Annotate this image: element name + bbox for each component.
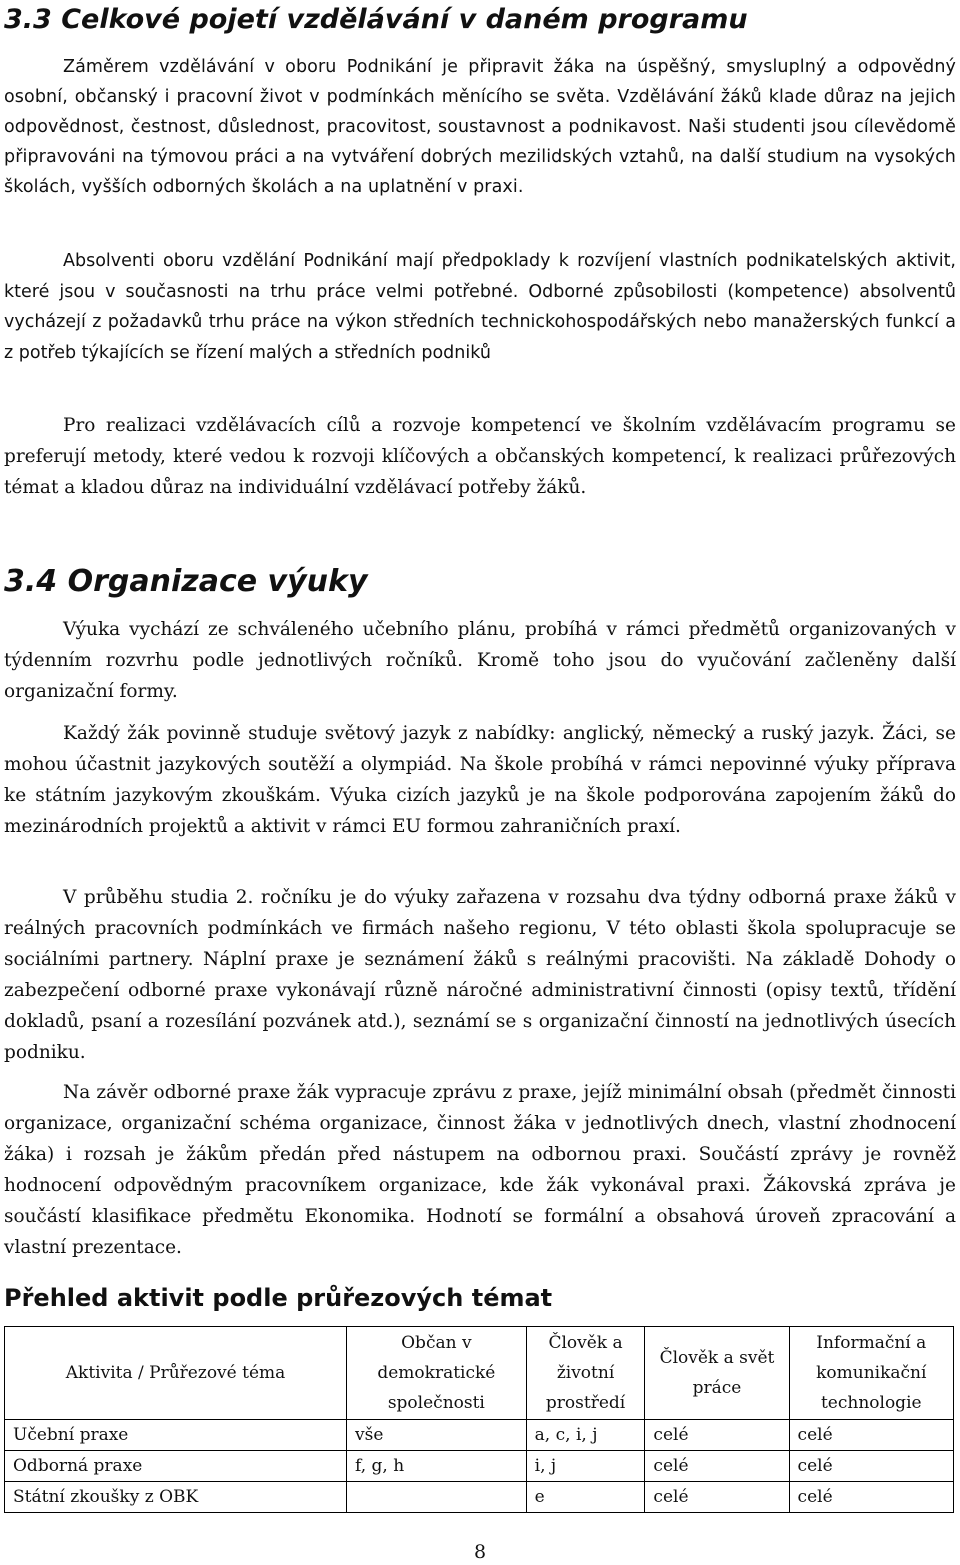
table-cell: Státní zkoušky z OBK bbox=[5, 1482, 347, 1513]
table-header-row bbox=[5, 1327, 954, 1420]
table-cell: Učební praxe bbox=[5, 1420, 347, 1451]
table-cell: e bbox=[526, 1482, 645, 1513]
table-header-cell: Aktivita / Průřezové téma bbox=[5, 1327, 347, 1420]
paragraph-languages: Každý žák povinně studuje světový jazyk z nabídky: anglický, německý a ruský jazyk. Žáci, se mohou účastnit jazykových soutěží a olympiád. Na škole probíhá v rámci nepovinné výuky příprava ke státním jazykovým zkouškám. Výuka cizích jazyků je na škole podporována zapojením žáků do mezinárodních projektů a aktivit v rámci EU formou zahraničních praxí. bbox=[4, 723, 956, 837]
table-row bbox=[5, 1420, 954, 1451]
table-cell: a, c, i, j bbox=[526, 1420, 645, 1451]
table-cell: celé bbox=[789, 1420, 953, 1451]
table-header-cell: Člověk a životní prostředí bbox=[526, 1327, 645, 1420]
section-heading-3-3: 3.3 Celkové pojetí vzdělávání v daném programu bbox=[4, 4, 748, 35]
page-number: 8 bbox=[473, 1541, 487, 1563]
paragraph-practice: V průběhu studia 2. ročníku je do výuky zařazena v rozsahu dva týdny odborná praxe žáků v reálných pracovních podmínkách ve firmách našeho regionu, V této oblasti škola spolupracuje se sociálními partnery. Náplní praxe je seznámení žáků s reálnými pracovišti. Na základě Dohody o zabezpečení odborné praxe vykonávají různě náročné administrativní činnosti (opisy textů, třídění dokladů, psaní a rozesílání pozvánek atd.), seznámí se s organizační činností na jednotlivých úsecích podniku. bbox=[4, 887, 956, 1063]
table-row bbox=[5, 1451, 954, 1482]
overview-heading: Přehled aktivit podle průřezových témat bbox=[4, 1284, 553, 1312]
table-cell bbox=[347, 1482, 527, 1513]
paragraph-methods: Pro realizaci vzdělávacích cílů a rozvoje kompetencí ve školním vzdělávacím programu se preferují metody, které vedou k rozvoji klíčových a občanských kompetencí, k realizaci průřezových témat a kladou důraz na individuální vzdělávací potřeby žáků. bbox=[4, 415, 956, 498]
table-cell: celé bbox=[645, 1482, 789, 1513]
section-heading-3-4: 3.4 Organizace výuky bbox=[4, 564, 368, 599]
table-header-cell: Občan v demokratické společnosti bbox=[347, 1327, 527, 1420]
table-cell: i, j bbox=[526, 1451, 645, 1482]
table-header-cell: Informační a komunikační technologie bbox=[789, 1327, 953, 1420]
table-header-cell: Člověk a svět práce bbox=[645, 1327, 789, 1420]
table-cell: Odborná praxe bbox=[5, 1451, 347, 1482]
table-cell: celé bbox=[645, 1420, 789, 1451]
paragraph-graduates: Absolventi oboru vzdělání Podnikání mají předpoklady k rozvíjení vlastních podnikatelských aktivit, které jsou v současnosti na trhu práce velmi potřebné. Odborné způsobilosti (kompetence) absolventů vycházejí z požadavků trhu práce na výkon středních technickohospodářských nebo manažerských funkcí a z potřeb týkajících se řízení malých a středních podniků bbox=[4, 251, 956, 363]
table-cell: celé bbox=[789, 1451, 953, 1482]
table-cell: vše bbox=[347, 1420, 527, 1451]
activity-table bbox=[4, 1326, 954, 1513]
table-cell: celé bbox=[645, 1451, 789, 1482]
paragraph-teaching: Výuka vychází ze schváleného učebního plánu, probíhá v rámci předmětů organizovaných v týdenním rozvrhu podle jednotlivých ročníků. Kromě toho jsou do vyučování začleněny další organizační formy. bbox=[4, 619, 956, 702]
table-cell: f, g, h bbox=[347, 1451, 527, 1482]
paragraph-report: Na závěr odborné praxe žák vypracuje zprávu z praxe, jejíž minimální obsah (předmět činnosti organizace, organizační schéma organizace, činnost žáka v jednotlivých dnech, vlastní zhodnocení žáka) i rozsah je žákům předán před nástupem na odbornou praxi. Součástí zprávy je rovněž hodnocení odpovědným pracovníkem organizace, kde žák vykonával praxi. Žákovská zpráva je součástí klasifikace předmětu Ekonomika. Hodnotí se formální a obsahová úroveň zpracování a vlastní prezentace. bbox=[4, 1082, 956, 1258]
table-row bbox=[5, 1482, 954, 1513]
paragraph-goals: Záměrem vzdělávání v oboru Podnikání je připravit žáka na úspěšný, smysluplný a odpovědný osobní, občanský i pracovní život v podmínkách měnícího se světa. Vzdělávání žáků klade důraz na jejich odpovědnost, čestnost, důslednost, pracovitost, soustavnost a podnikavost. Naši studenti jsou cílevědomě připravováni na týmovou práci a na vytváření dobrých mezilidských vztahů, na další studium na vysokých školách, vyšších odborných školách a na uplatnění v praxi. bbox=[4, 57, 956, 197]
table-cell: celé bbox=[789, 1482, 953, 1513]
